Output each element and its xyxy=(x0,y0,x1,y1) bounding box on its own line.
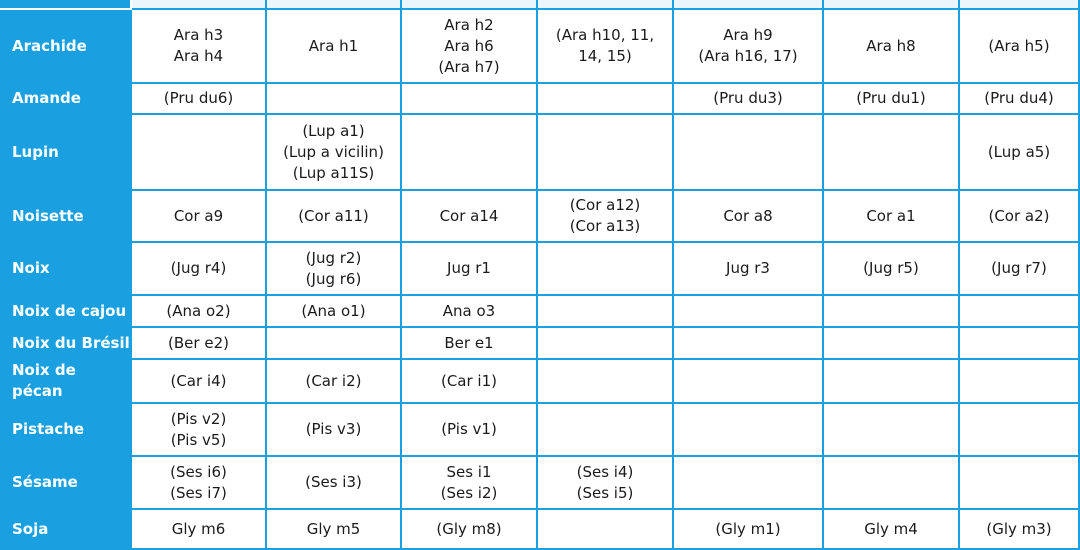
table-cell xyxy=(131,359,266,403)
header-cell xyxy=(537,0,673,9)
table-cell xyxy=(537,509,673,549)
table-cell xyxy=(823,403,959,456)
cell-text: Ara h3 xyxy=(173,26,224,44)
table-row xyxy=(1,9,1079,83)
table-cell xyxy=(823,242,959,295)
table-cell xyxy=(131,83,266,114)
row-header: Soja xyxy=(1,509,131,549)
cell-text: (Car i2) xyxy=(305,371,362,390)
cell-text: (Car i4) xyxy=(170,371,227,390)
cell-text: (Jug r5) xyxy=(863,259,919,277)
table-cell xyxy=(823,327,959,359)
table-row xyxy=(1,327,1079,359)
table-cell xyxy=(537,242,673,295)
cell-text: (Pis v3) xyxy=(305,420,362,438)
header-corner-cell xyxy=(1,0,131,9)
cell-text: Ara h4 xyxy=(173,47,224,65)
cell-text: Cor a14 xyxy=(439,206,499,225)
cell-text: (Car i1) xyxy=(440,371,497,390)
table-cell xyxy=(537,359,673,403)
table-cell xyxy=(673,509,823,549)
cell-text: (Pis v1) xyxy=(441,420,497,438)
table-cell xyxy=(823,114,959,190)
table-cell xyxy=(959,359,1079,403)
cell-text: (Pis v5) xyxy=(170,430,227,449)
table-cell xyxy=(673,114,823,190)
row-header: Arachide xyxy=(1,9,131,83)
cell-text: (Ses i3) xyxy=(305,473,362,491)
cell-text: (Gly m3) xyxy=(986,519,1052,538)
table-cell xyxy=(131,403,266,456)
cell-text: (Ses i6) xyxy=(170,462,227,481)
row-header: Sésame xyxy=(1,456,131,509)
row-header: Lupin xyxy=(1,114,131,190)
table-cell xyxy=(537,327,673,359)
table-cell xyxy=(823,295,959,327)
cell-text: (Ara h5) xyxy=(988,36,1050,55)
table-cell xyxy=(959,456,1079,509)
table-cell xyxy=(131,327,266,359)
table-cell xyxy=(401,403,537,456)
table-cell xyxy=(959,242,1079,295)
table-cell xyxy=(823,190,959,242)
cell-text: (Ses i4) xyxy=(576,462,634,481)
table-cell xyxy=(266,359,401,403)
cell-text: (Cor a11) xyxy=(298,206,369,225)
table-row xyxy=(1,456,1079,509)
table-cell xyxy=(266,242,401,295)
cell-text: Jug r1 xyxy=(447,259,491,277)
cell-text: (Jug r6) xyxy=(305,269,362,288)
cell-text: Cor a1 xyxy=(866,206,916,225)
row-header: Noix du Brésil xyxy=(1,327,131,359)
cell-text: (Ara h10, 11, xyxy=(555,26,655,44)
table-cell xyxy=(266,114,401,190)
table-cell xyxy=(401,190,537,242)
table-cell xyxy=(823,9,959,83)
table-cell xyxy=(266,327,401,359)
cell-text: Ara h6 xyxy=(444,36,494,55)
cell-text: (Ber e2) xyxy=(168,333,229,352)
table-cell xyxy=(673,327,823,359)
table-cell xyxy=(401,327,537,359)
cell-text: (Jug r7) xyxy=(991,259,1047,277)
cell-text: Ara h1 xyxy=(308,36,359,55)
row-header: Noix de pécan xyxy=(1,359,131,403)
table-cell xyxy=(131,509,266,549)
header-cell xyxy=(959,0,1079,9)
table-cell xyxy=(673,295,823,327)
cell-text: (Ana o2) xyxy=(166,301,231,320)
cell-text: (Jug r4) xyxy=(170,259,227,277)
cell-text: (Pru du4) xyxy=(984,89,1054,107)
cell-text: Gly m4 xyxy=(864,519,918,538)
table-row xyxy=(1,295,1079,327)
table-row xyxy=(1,190,1079,242)
table-cell xyxy=(537,190,673,242)
table-cell xyxy=(673,359,823,403)
cell-text: (Ses i5) xyxy=(576,483,634,502)
table-cell xyxy=(131,9,266,83)
table-cell xyxy=(401,9,537,83)
table-cell xyxy=(266,295,401,327)
table-cell xyxy=(537,114,673,190)
table-cell xyxy=(131,295,266,327)
table-cell xyxy=(959,9,1079,83)
table-cell xyxy=(131,242,266,295)
cell-text: (Pru du6) xyxy=(163,89,234,107)
cell-text: Cor a9 xyxy=(173,206,224,225)
header-cell xyxy=(823,0,959,9)
table-cell xyxy=(823,359,959,403)
table-cell xyxy=(823,456,959,509)
table-cell xyxy=(131,190,266,242)
table-cell xyxy=(266,190,401,242)
table-cell xyxy=(673,403,823,456)
cell-text: (Ses i7) xyxy=(170,483,227,502)
header-row xyxy=(1,0,1079,9)
cell-text: (Gly m1) xyxy=(715,519,781,538)
table-row xyxy=(1,403,1079,456)
cell-text: (Ara h16, 17) xyxy=(698,47,798,65)
table-cell xyxy=(537,295,673,327)
table-cell xyxy=(401,456,537,509)
cell-text: Ses i1 xyxy=(446,462,492,481)
cell-text: Ana o3 xyxy=(442,301,496,320)
table-row xyxy=(1,242,1079,295)
table-cell xyxy=(131,456,266,509)
cell-text: (Cor a2) xyxy=(988,206,1050,225)
table-cell xyxy=(401,114,537,190)
header-cell xyxy=(131,0,266,9)
table-cell xyxy=(959,403,1079,456)
cell-text: Gly m6 xyxy=(171,519,226,538)
row-header: Amande xyxy=(1,83,131,114)
table-cell xyxy=(537,83,673,114)
table-cell xyxy=(401,359,537,403)
table-cell xyxy=(823,83,959,114)
cell-text: (Ses i2) xyxy=(440,483,498,502)
table-cell xyxy=(537,456,673,509)
table-cell xyxy=(537,403,673,456)
table-cell xyxy=(266,403,401,456)
table-row xyxy=(1,359,1079,403)
table-row xyxy=(1,83,1079,114)
cell-text: Cor a8 xyxy=(723,206,773,225)
cell-text: Ara h8 xyxy=(866,36,916,55)
cell-text: (Lup a1) xyxy=(302,121,365,140)
cell-text: Ara h2 xyxy=(444,15,494,34)
table-cell xyxy=(959,295,1079,327)
cell-text: Ara h9 xyxy=(723,26,773,44)
table-cell xyxy=(401,295,537,327)
cell-text: (Pru du1) xyxy=(856,89,926,107)
cell-text: (Ana o1) xyxy=(301,301,366,320)
row-header: Noisette xyxy=(1,190,131,242)
table-cell xyxy=(266,83,401,114)
cell-text: (Pis v2) xyxy=(170,409,227,428)
row-header: Pistache xyxy=(1,403,131,456)
cell-text: (Gly m8) xyxy=(436,519,502,538)
cell-text: Gly m5 xyxy=(306,519,361,538)
cell-text: (Lup a vicilin) xyxy=(283,142,384,161)
cell-text: (Pru du3) xyxy=(713,89,783,107)
header-cell xyxy=(266,0,401,9)
cell-text: (Ara h7) xyxy=(438,57,500,76)
table-cell xyxy=(131,114,266,190)
header-cell xyxy=(401,0,537,9)
table-cell xyxy=(823,509,959,549)
cell-text: (Jug r2) xyxy=(305,248,362,267)
table-cell xyxy=(959,509,1079,549)
table-cell xyxy=(959,83,1079,114)
table-cell xyxy=(673,83,823,114)
table-cell xyxy=(401,83,537,114)
table-row xyxy=(1,509,1079,549)
table-cell xyxy=(266,509,401,549)
header-cell xyxy=(673,0,823,9)
table-cell xyxy=(959,327,1079,359)
table-cell xyxy=(673,190,823,242)
table-cell xyxy=(959,190,1079,242)
cell-text: Ber e1 xyxy=(444,333,494,352)
table-cell xyxy=(401,509,537,549)
table-cell xyxy=(959,114,1079,190)
cell-text: Jug r3 xyxy=(726,259,770,277)
table-cell xyxy=(673,9,823,83)
table-row xyxy=(1,114,1079,190)
table-cell xyxy=(673,456,823,509)
cell-text: 14, 15) xyxy=(578,47,632,65)
cell-text: (Lup a11S) xyxy=(292,163,375,182)
cell-text: (Cor a13) xyxy=(569,217,641,235)
table-cell xyxy=(401,242,537,295)
table-cell xyxy=(266,9,401,83)
table-cell xyxy=(673,242,823,295)
cell-text: (Cor a12) xyxy=(569,196,641,214)
cell-text: (Lup a5) xyxy=(987,142,1051,161)
row-header: Noix de cajou xyxy=(1,295,131,327)
row-header: Noix xyxy=(1,242,131,295)
table-cell xyxy=(266,456,401,509)
table-cell xyxy=(537,9,673,83)
